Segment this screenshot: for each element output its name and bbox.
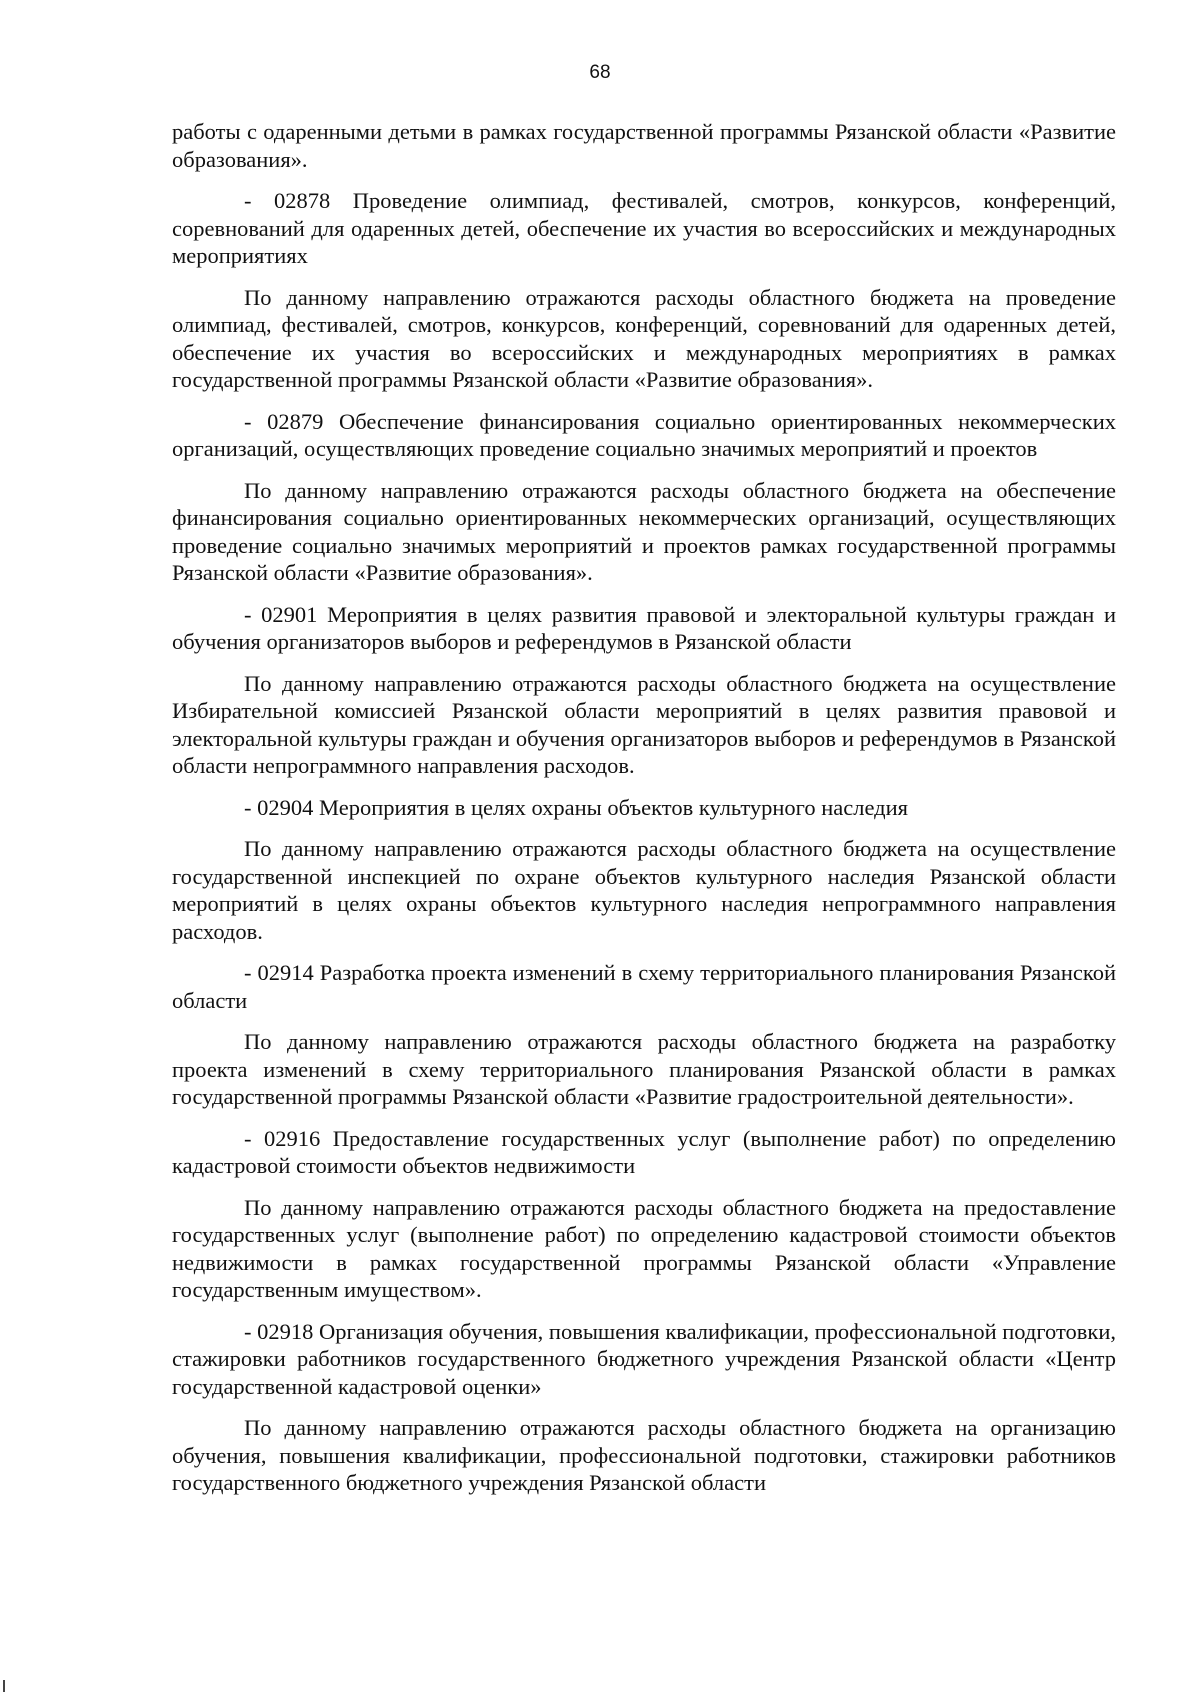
section-heading-02904: - 02904 Мероприятия в целях охраны объектов культурного наследия: [244, 794, 908, 820]
section-heading-02879: - 02879 Обеспечение финансирования социально ориентированных некоммерческих организаций, осуществляющих проведение социально значимых мероприятий и проектов: [172, 408, 1116, 461]
section-body-02904: По данному направлению отражаются расходы областного бюджета на осуществление государственной инспекцией по охране объектов культурного наследия Рязанской области мероприятий в целях охраны объектов культурного наследия непрограммного направления расходов.: [172, 836, 1116, 944]
section-heading-02878: - 02878 Проведение олимпиад, фестивалей, смотров, конкурсов, конференций, соревнований для одаренных детей, обеспечение их участия во всероссийских и международных мероприятиях: [172, 188, 1116, 268]
section-body-02916: По данному направлению отражаются расходы областного бюджета на предоставление государственных услуг (выполнение работ) по определению кадастровой стоимости объектов недвижимости в рамках государственной программы Рязанской области «Управление государственным имуществом».: [172, 1194, 1116, 1302]
section-heading-02916: - 02916 Предоставление государственных услуг (выполнение работ) по определению кадастровой стоимости объектов недвижимости: [172, 1125, 1116, 1178]
section-body-02901: По данному направлению отражаются расходы областного бюджета на осуществление Избирательной комиссией Рязанской области мероприятий в целях развития правовой и электоральной культуры граждан и обучения организаторов выборов и референдумов в Рязанской области непрограммного направления расходов.: [172, 670, 1116, 778]
section-heading-02918: - 02918 Организация обучения, повышения квалификации, профессиональной подготовки, стажировки работников государственного бюджетного учреждения Рязанской области «Центр государственной кадастровой оценки»: [172, 1318, 1116, 1399]
section-heading-02901: - 02901 Мероприятия в целях развития правовой и электоральной культуры граждан и обучения организаторов выборов и референдумов в Рязанской области: [172, 601, 1116, 654]
page-number: 68: [589, 62, 611, 83]
section-body-02878: По данному направлению отражаются расходы областного бюджета на проведение олимпиад, фестивалей, смотров, конкурсов, конференций, соревнований для одаренных детей, обеспечение их участия во всероссийских и международных мероприятиях в рамках государственной программы Рязанской области «Развитие образования».: [172, 284, 1116, 392]
paragraph-continuation: работы с одаренными детьми в рамках государственной программы Рязанской области «Развитие образования».: [172, 119, 1116, 172]
section-body-02879: По данному направлению отражаются расходы областного бюджета на обеспечение финансирования социально ориентированных некоммерческих организаций, осуществляющих проведение социально значимых мероприятий и проектов рамках государственной программы Рязанской области «Развитие образования».: [172, 477, 1116, 585]
section-body-02914: По данному направлению отражаются расходы областного бюджета на разработку проекта изменений в схему территориального планирования Рязанской области в рамках государственной программы Рязанской области «Развитие градостроительной деятельности».: [172, 1029, 1116, 1109]
scan-edge-mark: [3, 1680, 5, 1692]
document-body: [172, 118, 1116, 1511]
section-heading-02914: - 02914 Разработка проекта изменений в схему территориального планирования Рязанской области: [172, 960, 1116, 1013]
section-body-02918: По данному направлению отражаются расходы областного бюджета на организацию обучения, повышения квалификации, профессиональной подготовки, стажировки работников государственного бюджетного учреждения Рязанской области: [172, 1415, 1116, 1495]
